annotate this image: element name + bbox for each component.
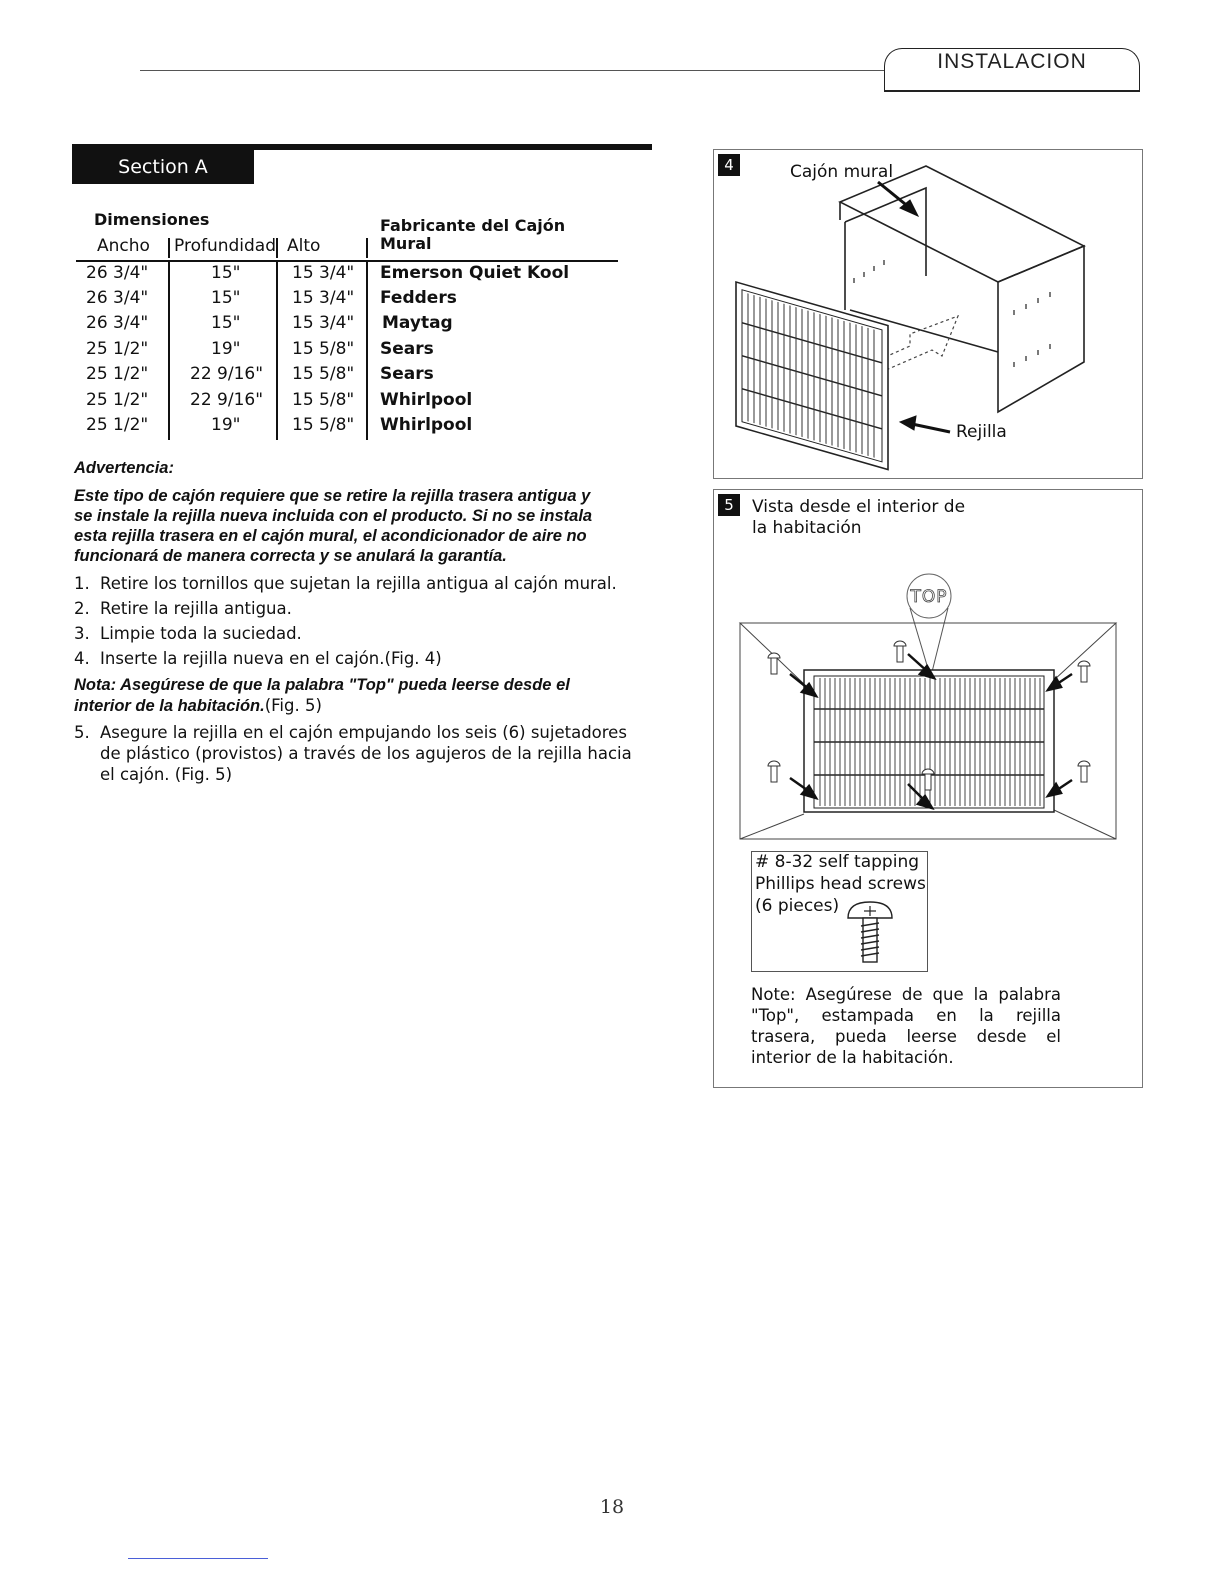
col-divider: [168, 262, 170, 440]
table-maker-header-line2: Mural: [380, 234, 432, 253]
figure-note: Note: Asegúrese de que la palabra "Top", estampada en la rejilla trasera, pueda leerse desde el interior de la habitación.: [751, 985, 1061, 1067]
nota-line1: Nota: Asegúrese de que la palabra "Top" pueda leerse desde el: [74, 676, 570, 694]
cell-profundidad: 15": [211, 288, 241, 308]
cell-maker: Emerson Quiet Kool: [380, 263, 570, 283]
header-col-divider: [366, 238, 368, 258]
cell-ancho: 26 3/4": [86, 263, 149, 283]
room-view-illustration: [714, 490, 1142, 850]
screw-spec-line3: (6 pieces): [755, 896, 840, 916]
header-title: INSTALACION: [937, 50, 1087, 73]
cell-alto: 15 3/4": [292, 288, 355, 308]
table-col-ancho: Ancho: [97, 236, 150, 256]
cell-profundidad: 19": [211, 415, 241, 435]
warning-line: esta rejilla trasera en el cajón mural, el acondicionador de aire no: [74, 527, 587, 545]
cell-profundidad: 15": [211, 313, 241, 333]
sleeve-grille-illustration: [714, 150, 1142, 478]
top-stamp-text: TOP: [910, 587, 948, 607]
cell-ancho: 25 1/2": [86, 415, 149, 435]
cell-alto: 15 3/4": [292, 313, 355, 333]
table-maker-header-line1: Fabricante del Cajón: [380, 216, 566, 235]
cell-ancho: 26 3/4": [86, 313, 149, 333]
header-rule: [140, 70, 884, 71]
cell-ancho: 25 1/2": [86, 364, 149, 384]
cell-ancho: 25 1/2": [86, 339, 149, 359]
figure-number: 5: [718, 494, 740, 516]
screw-icon: [840, 896, 900, 970]
warning-title: Advertencia:: [74, 459, 174, 477]
cell-profundidad: 15": [211, 263, 241, 283]
figure-4: [713, 149, 1143, 479]
page-number: 18: [599, 1496, 625, 1518]
warning-line: se instale la rejilla nueva incluida con el producto. Si no se instala: [74, 507, 593, 525]
step-text: Inserte la rejilla nueva en el cajón.(Fig. 4): [100, 649, 442, 668]
section-label: Section A: [72, 150, 254, 184]
table-col-profundidad: Profundidad: [174, 236, 277, 256]
cell-alto: 15 5/8": [292, 415, 355, 435]
warning-line: funcionará de manera correcta y se anulará la garantía.: [74, 547, 507, 565]
figure-caption-line2: la habitación: [752, 518, 862, 538]
cell-alto: 15 5/8": [292, 339, 355, 359]
warning-line: Este tipo de cajón requiere que se retire la rejilla trasera antigua y: [74, 487, 591, 505]
figure-number: 4: [718, 154, 740, 176]
step-text: Retire la rejilla antigua.: [100, 599, 292, 618]
step-line: el cajón. (Fig. 5): [100, 765, 232, 784]
screw-spec-line1: # 8-32 self tapping: [755, 852, 920, 872]
step-number: 5.: [74, 723, 90, 742]
table-group-header: Dimensiones: [94, 210, 210, 229]
header-tab-underline: [884, 90, 1140, 92]
cell-ancho: 25 1/2": [86, 390, 149, 410]
step-text: Limpie toda la suciedad.: [100, 624, 302, 643]
step-number: 1.: [74, 574, 90, 593]
cell-ancho: 26 3/4": [86, 288, 149, 308]
cell-maker: Sears: [380, 339, 434, 359]
header-col-divider: [276, 238, 278, 258]
warning-body: [74, 486, 654, 566]
cell-profundidad: 19": [211, 339, 241, 359]
screw-spec-box: [751, 851, 928, 972]
cell-alto: 15 5/8": [292, 390, 355, 410]
cell-maker: Fedders: [380, 288, 457, 308]
screw-spec-line2: Phillips head screws: [755, 874, 926, 894]
link-underline: [128, 1558, 268, 1559]
cell-maker: Whirlpool: [380, 415, 473, 435]
step-number: 2.: [74, 599, 90, 618]
step-number: 4.: [74, 649, 90, 668]
cell-profundidad: 22 9/16": [190, 364, 264, 384]
cell-alto: 15 5/8": [292, 364, 355, 384]
cell-maker: Whirlpool: [380, 390, 473, 410]
step-text: Retire los tornillos que sujetan la rejilla antigua al cajón mural.: [100, 574, 617, 593]
step-line: Asegure la rejilla en el cajón empujando los seis (6) sujetadores: [100, 723, 627, 742]
grille-label: Rejilla: [956, 422, 1007, 442]
col-divider: [276, 262, 278, 440]
step-line: de plástico (provistos) a través de los agujeros de la rejilla hacia: [100, 744, 632, 763]
figure-caption-line1: Vista desde el interior de: [752, 497, 966, 517]
nota-figure-ref: (Fig. 5): [264, 696, 322, 715]
step-number: 3.: [74, 624, 90, 643]
table-col-alto: Alto: [287, 236, 321, 256]
cell-profundidad: 22 9/16": [190, 390, 264, 410]
header-col-divider: [168, 238, 170, 258]
col-divider: [366, 262, 368, 440]
figure-5: [713, 489, 1143, 1088]
sleeve-label: Cajón mural: [790, 162, 894, 182]
nota-line2: [74, 695, 664, 716]
cell-alto: 15 3/4": [292, 263, 355, 283]
cell-maker: Sears: [380, 364, 434, 384]
table-header-rule: [76, 260, 618, 262]
step-text: [100, 722, 648, 785]
nota-line2-bold: interior de la habitación.: [74, 697, 265, 715]
cell-maker: Maytag: [382, 313, 453, 333]
